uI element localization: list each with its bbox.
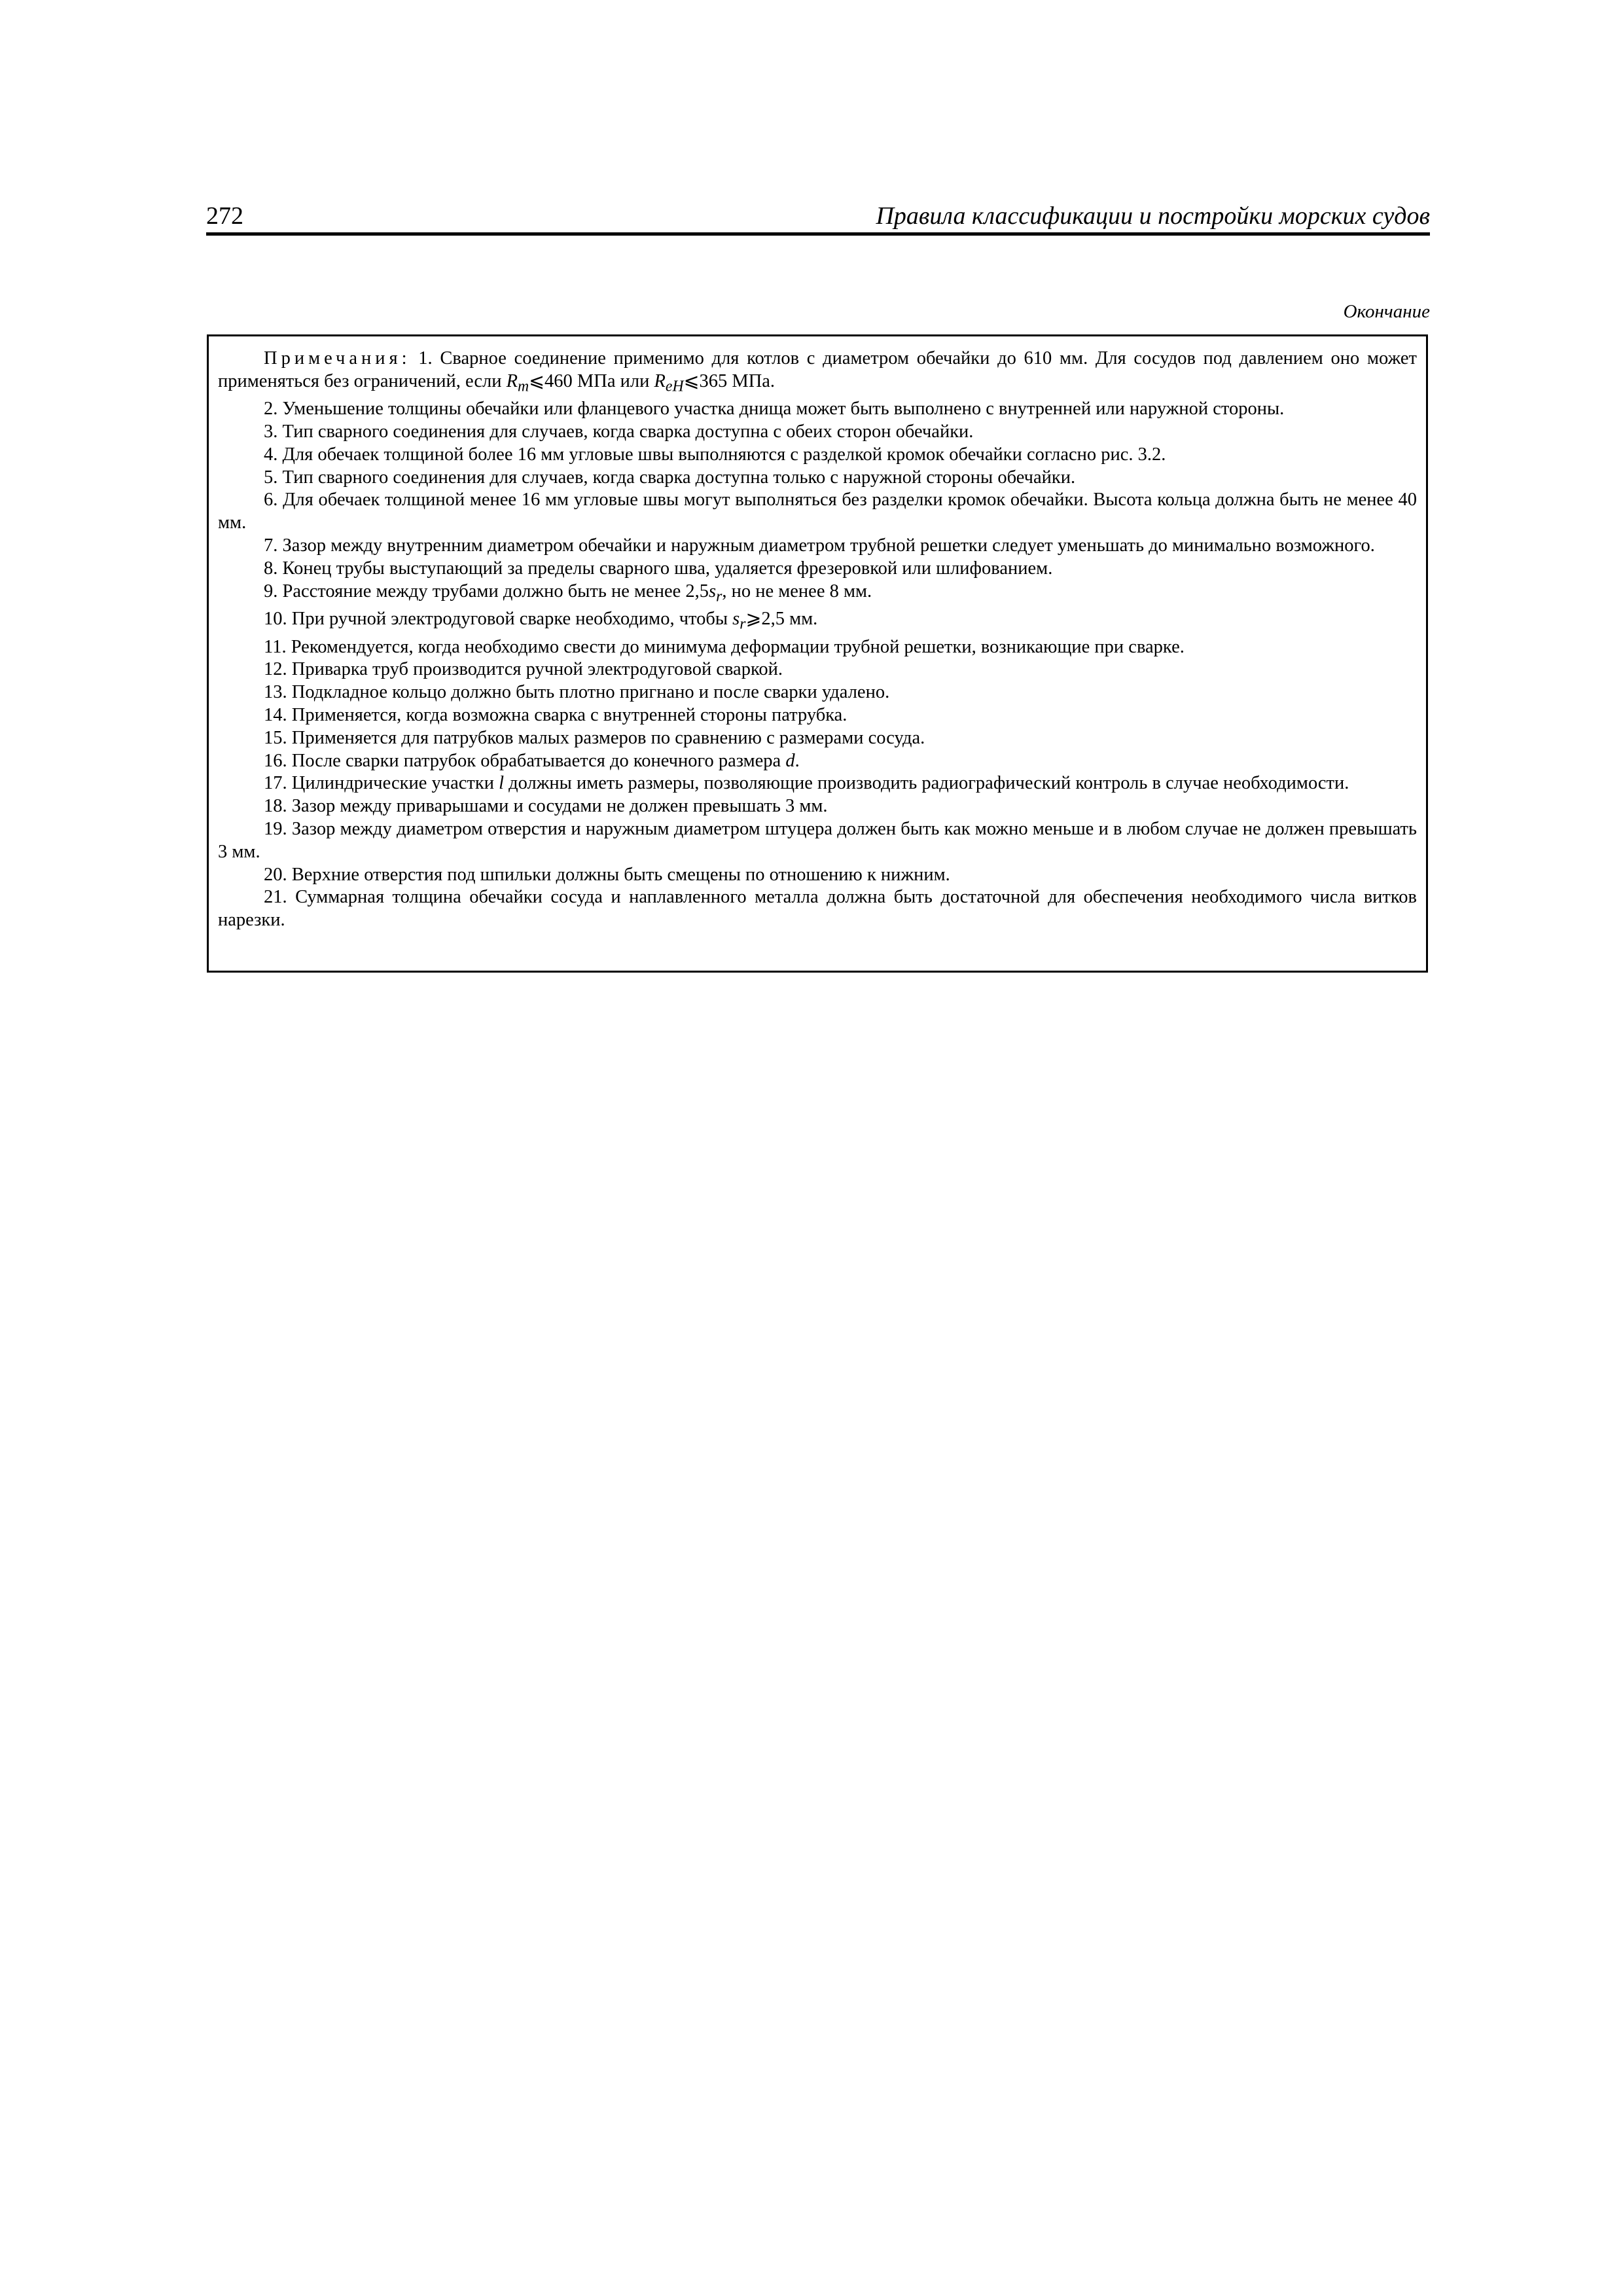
note-18: 18. Зазор между приварышами и сосудами не должен превышать 3 мм.	[264, 796, 828, 817]
symbol-s: s	[709, 581, 717, 601]
symbol-s-sub: r	[716, 588, 722, 605]
note-2: 2. Уменьшение толщины обечайки или фланцевого участка днища может быть выполнено с внутренней или наружной стороны.	[264, 399, 1285, 420]
note-15: 15. Применяется для патрубков малых размеров по сравнению с размерами сосуда.	[264, 727, 925, 748]
note-16	[218, 750, 1417, 773]
page-number: 272	[206, 202, 243, 230]
running-header	[206, 198, 1430, 232]
note-21: 21. Суммарная толщина обечайки сосуда и наплавленного металла должна быть достаточной для обеспечения необходимого числа витков нарезки.	[218, 887, 1417, 931]
note-4: 4. Для обечаек толщиной более 16 мм угловые швы выполняются с разделкой кромок обечайки согласно рис. 3.2.	[264, 444, 1166, 465]
note-6: 6. Для обечаек толщиной менее 16 мм угловые швы могут выполняться без разделки кромок обечайки. Высота кольца должна быть не менее 40 мм.	[218, 490, 1417, 533]
note-17-text-b: должны иметь размеры, позволяющие производить радиографический контроль в случае необходимости.	[504, 773, 1349, 794]
book-title: Правила классификации и постройки морских судов	[876, 202, 1430, 230]
symbol-d: d	[785, 750, 795, 771]
notes-lead: Примечания:	[264, 348, 411, 368]
note-13: 13. Подкладное кольцо должно быть плотно пригнано и после сварки удалено.	[264, 682, 890, 703]
note-10-text-a: 10. При ручной электродуговой сварке необходимо, чтобы	[264, 609, 733, 630]
symbol-reh-sub: eH	[665, 378, 684, 395]
note-9-text-a: 9. Расстояние между трубами должно быть не менее 2,5	[264, 581, 709, 601]
note-19: 19. Зазор между диаметром отверстия и наружным диаметром штуцера должен быть как можно меньше и в любом случае не должен превышать 3 мм.	[218, 819, 1417, 862]
note-17	[218, 772, 1417, 795]
symbol-l: l	[499, 773, 505, 794]
note-9	[218, 581, 1417, 608]
note-9-text-b: , но не менее 8 мм.	[722, 581, 872, 601]
note-1-text-a: 1. Сварное соединение применимо для котлов с диаметром обечайки до 610 мм. Для сосудов под давлением оно может применяться без ограничений, если	[218, 348, 1417, 391]
note-3: 3. Тип сварного соединения для случаев, когда сварка доступна с обеих сторон обечайки.	[264, 422, 974, 442]
note-1-text-c: ⩽365 МПа.	[683, 370, 776, 391]
symbol-reh: R	[654, 370, 666, 391]
note-17-text-a: 17. Цилиндрические участки	[264, 773, 499, 794]
note-1-text-b: ⩽460 МПа или	[529, 370, 654, 391]
note-20: 20. Верхние отверстия под шпильки должны быть смещены по отношению к нижним.	[264, 864, 950, 885]
note-8: 8. Конец трубы выступающий за пределы сварного шва, удаляется фрезеровкой или шлифованием.	[264, 558, 1053, 579]
note-10-text-b: ⩾2,5 мм.	[745, 609, 818, 630]
note-14: 14. Применяется, когда возможна сварка с внутренней стороны патрубка.	[264, 705, 847, 726]
note-11: 11. Рекомендуется, когда необходимо свести до минимума деформации трубной решетки, возникающие при сварке.	[264, 636, 1185, 657]
note-12: 12. Приварка труб производится ручной электродуговой сваркой.	[264, 659, 783, 680]
note-5: 5. Тип сварного соединения для случаев, когда сварка доступна только с наружной стороны обечайки.	[264, 467, 1076, 488]
note-16-text-b: .	[794, 750, 800, 771]
note-7: 7. Зазор между внутренним диаметром обечайки и наружным диаметром трубной решетки следует уменьшать до минимально возможного.	[264, 535, 1375, 556]
symbol-rm: R	[506, 370, 518, 391]
symbol-s: s	[732, 609, 740, 630]
symbol-rm-sub: m	[518, 378, 529, 395]
header-rule	[206, 232, 1430, 236]
continuation-label: Окончание	[1343, 301, 1430, 322]
note-10	[218, 608, 1417, 636]
note-1	[218, 348, 1417, 398]
notes-box	[207, 334, 1428, 973]
note-16-text-a: 16. После сварки патрубок обрабатывается до конечного размера	[264, 750, 786, 771]
symbol-s-sub: r	[740, 615, 746, 633]
